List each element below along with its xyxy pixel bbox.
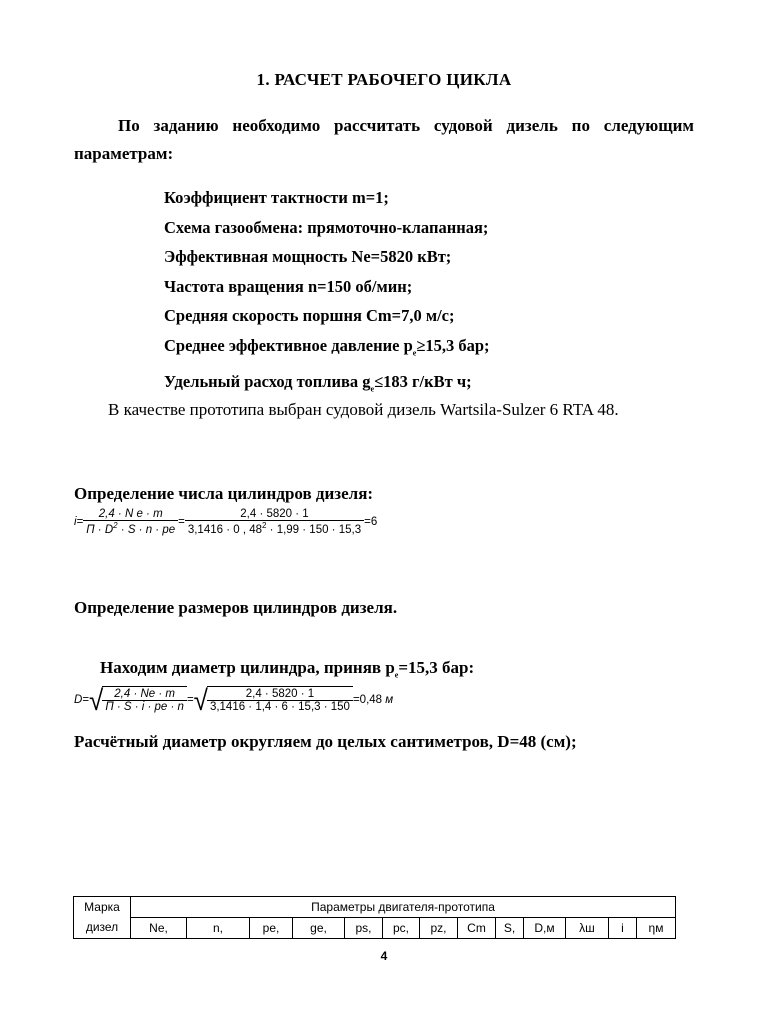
sqrt-sign: √ $\frac{2,4 \cdot 5820 \cdot 1}{3,1416 \cdot 1,4 \cdot 6 \cdot 15,3 \cdot 150}$: [194, 686, 353, 713]
intro-paragraph: [74, 112, 694, 168]
parameter-list: [164, 183, 490, 404]
page-number: 4: [380, 949, 388, 963]
table-column-header: Cm: [458, 918, 496, 939]
param-item: Схема газообмена: прямоточно-клапанная;: [164, 217, 489, 237]
formula-cylinder-count: i = $\frac{\text{2,4 · N e · m}}{П \cdot D^2 \cdot S \cdot n \cdot pe}$ = $\frac{2,4 \cdot 5820 \cdot 1}{3,1416 \cdot 0 , 48^2 \cdot 1,99 \cdot 150 \cdot 15,3}$ = 6: [74, 508, 378, 536]
intro-text: По заданию необходимо рассчитать судовой дизель по следующим параметрам:: [74, 116, 694, 163]
param-item: Средняя скорость поршня Cm=7,0 м/с;: [164, 306, 455, 325]
table-column-header: pe,: [250, 918, 293, 939]
table-group-header: Параметры двигателя-прототипа: [131, 897, 676, 918]
fraction: $\frac{\text{2,4 · N e · m}}{П \cdot D^2 \cdot S \cdot n \cdot pe}$: [83, 508, 178, 536]
rounding-sentence: Расчётный диаметр округляем до целых сантиметров, D=48 (см);: [74, 732, 577, 751]
cylinder-count-heading: Определение числа цилиндров дизеля:: [74, 484, 374, 503]
table-column-header: D,м: [524, 918, 566, 939]
table-column-header: i: [609, 918, 637, 939]
param-item: Эффективная мощность Ne=5820 кВт;: [164, 247, 452, 266]
param-item: Частота вращения n=150 об/мин;: [164, 276, 413, 296]
formula-diameter: D = √ $\frac{2,4 \cdot Ne \cdot m}{П \cdot S \cdot i \cdot pe \cdot n}$ = √ $\frac{2,4 \cdot 5820 \cdot 1}{3,1416 \cdot 1,4 \cdot 6 \cdot 15,3 \cdot 150}$ = 0,48 м: [74, 683, 394, 716]
sqrt-sign: √ $\frac{2,4 \cdot Ne \cdot m}{П \cdot S \cdot i \cdot pe \cdot n}$: [89, 686, 187, 713]
table-column-header: ηм: [637, 918, 676, 939]
fraction: $\frac{2,4 \cdot 5820 \cdot 1}{3,1416 \cdot 1,4 \cdot 6 \cdot 15,3 \cdot 150}$: [207, 688, 353, 713]
fraction: $\frac{2,4 \cdot 5820 \cdot 1}{3,1416 \cdot 0 , 48^2 \cdot 1,99 \cdot 150 \cdot 15,3}$: [185, 508, 364, 536]
prototype-sentence: В качестве прототипа выбран судовой дизель Wartsila-Sulzer 6 RTA 48.: [108, 400, 619, 419]
table-column-header: pc,: [383, 918, 420, 939]
table-column-header: ge,: [293, 918, 345, 939]
table-column-header: S,: [496, 918, 524, 939]
section-heading: 1. РАСЧЕТ РАБОЧЕГО ЦИКЛА: [256, 70, 512, 89]
diameter-line: Находим диаметр цилиндра, приняв $p_е=15,3$ бар:: [100, 658, 475, 680]
param-item-pe: Среднее эффективное давление $p_е\ge 15,3$ бар;: [164, 335, 490, 357]
table-brand-header: Марка дизел: [74, 897, 131, 939]
cylinder-size-heading: Определение размеров цилиндров дизеля.: [74, 598, 398, 617]
fraction: $\frac{2,4 \cdot Ne \cdot m}{П \cdot S \cdot i \cdot pe \cdot n}$: [102, 688, 187, 713]
table-column-header: ps,: [345, 918, 383, 939]
table-column-header: n,: [187, 918, 250, 939]
param-item: Коэффициент тактности m=1;: [164, 188, 389, 207]
table-column-header: Ne,: [131, 918, 187, 939]
param-item-ge: Удельный расход топлива $g_е\le 183$ г/кВт ч;: [164, 372, 472, 394]
prototype-parameters-table: [73, 896, 676, 939]
table-column-header: λш: [566, 918, 609, 939]
table-column-header: pz,: [420, 918, 458, 939]
